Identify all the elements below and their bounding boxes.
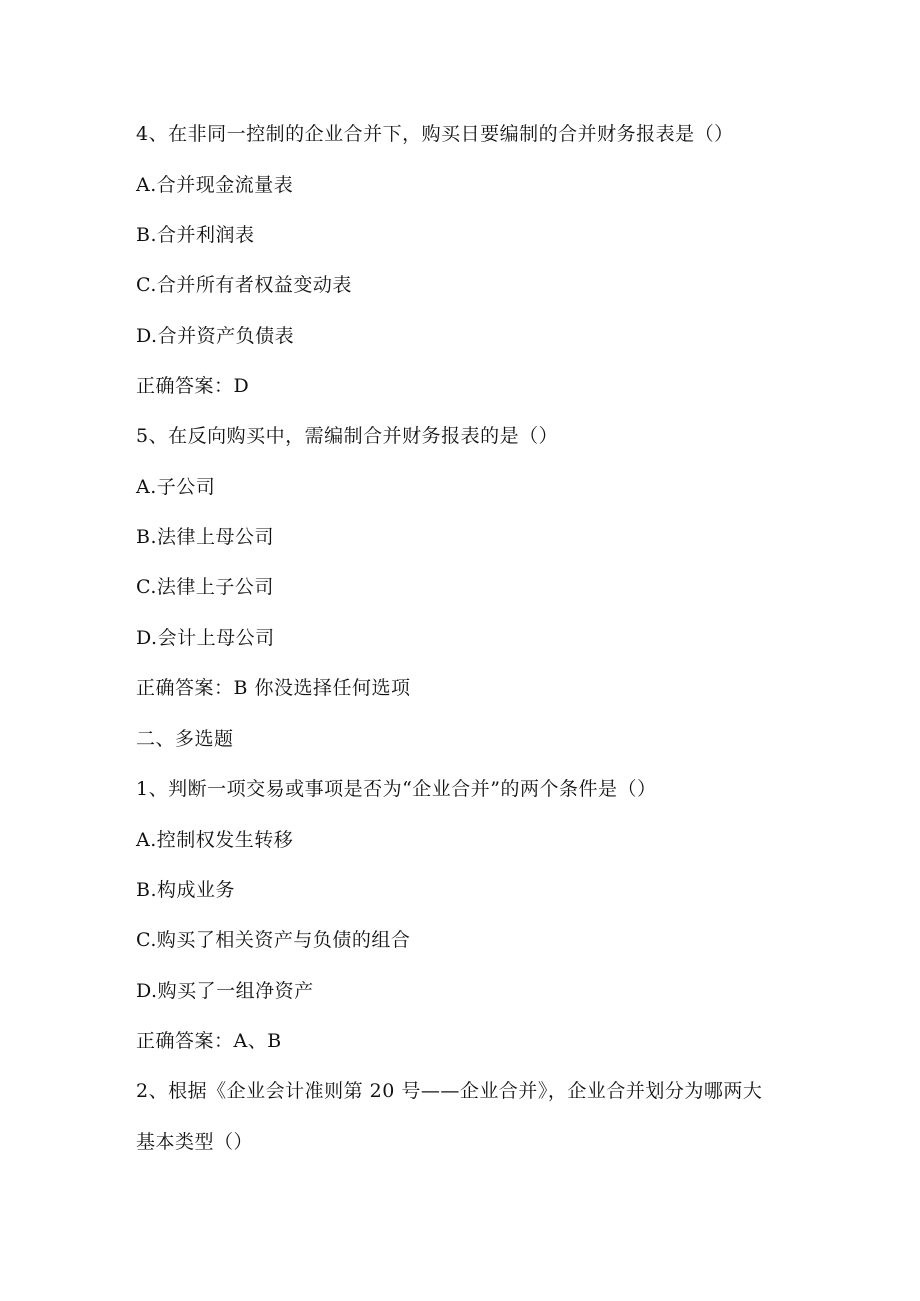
section-heading-multiple-choice: 二、多选题 <box>136 728 234 750</box>
mc-question-1-option-b: B.构成业务 <box>136 879 236 901</box>
question-5-option-a: A.子公司 <box>136 476 216 498</box>
question-4-option-d: D.合并资产负债表 <box>136 325 295 347</box>
question-5-option-d: D.会计上母公司 <box>136 627 275 649</box>
mc-question-1-text: 1、判断一项交易或事项是否为“企业合并”的两个条件是（） <box>136 778 657 800</box>
question-5-text: 5、在反向购买中，需编制合并财务报表的是（） <box>136 425 559 447</box>
question-5-option-c: C.法律上子公司 <box>136 576 274 598</box>
question-4-answer: 正确答案：D <box>136 375 250 397</box>
question-4-option-c: C.合并所有者权益变动表 <box>136 274 352 296</box>
question-4-text: 4、在非同一控制的企业合并下，购买日要编制的合并财务报表是（） <box>136 123 734 145</box>
question-4-option-a: A.合并现金流量表 <box>136 174 294 196</box>
mc-question-1-answer: 正确答案：A、B <box>136 1030 282 1052</box>
mc-question-1-option-a: A.控制权发生转移 <box>136 829 294 851</box>
mc-question-1-option-c: C.购买了相关资产与负债的组合 <box>136 929 411 951</box>
mc-question-2-text-line-1: 2、根据《企业会计准则第 20 号——企业合并》，企业合并划分为哪两大 <box>136 1080 763 1102</box>
mc-question-1-option-d: D.购买了一组净资产 <box>136 980 314 1002</box>
mc-question-2-text-line-2: 基本类型（） <box>136 1131 254 1153</box>
question-5-answer: 正确答案：B 你没选择任何选项 <box>136 677 411 699</box>
question-4-option-b: B.合并利润表 <box>136 224 255 246</box>
question-5-option-b: B.法律上母公司 <box>136 526 275 548</box>
